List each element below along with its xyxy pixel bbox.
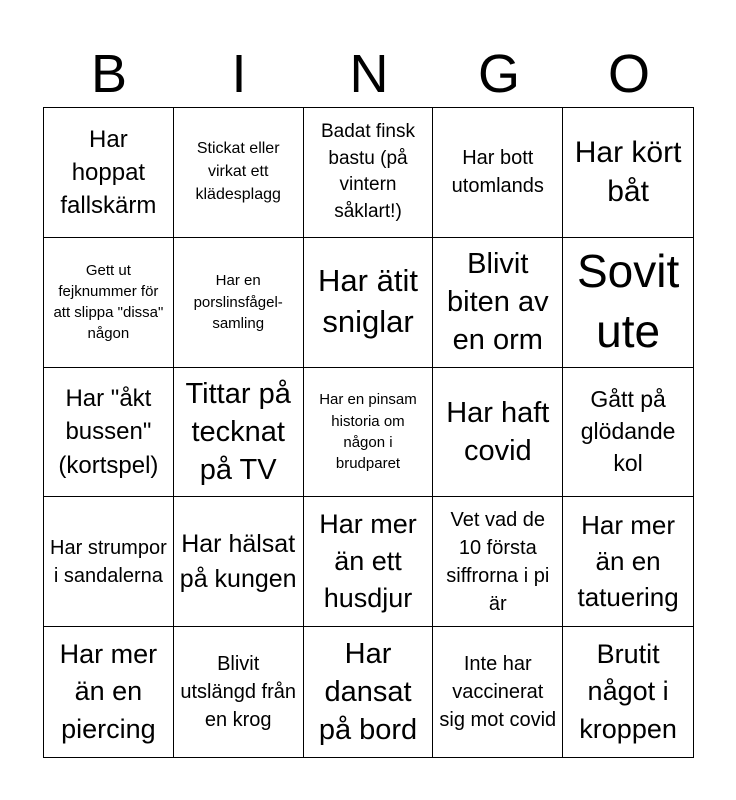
bingo-cell-text: Inte har vaccinerat sig mot covid <box>439 653 557 732</box>
bingo-cell-text: Gett ut fejknummer för att slippa "dissa" någon <box>53 261 164 343</box>
bingo-cell[interactable] <box>304 108 434 238</box>
bingo-cell-text: Har kört båt <box>574 135 682 209</box>
bingo-cell[interactable] <box>433 497 563 627</box>
bingo-cell[interactable] <box>44 368 174 498</box>
bingo-grid <box>43 107 694 758</box>
bingo-cell[interactable] <box>433 627 563 757</box>
bingo-cell-text: Har hoppat fallskärm <box>60 125 157 219</box>
bingo-cell[interactable] <box>44 627 174 757</box>
bingo-cell[interactable] <box>304 238 434 368</box>
bingo-cell-text: Har haft covid <box>446 396 550 467</box>
bingo-cell-text: Gått på glödande kol <box>580 386 676 476</box>
bingo-cell[interactable] <box>563 108 693 238</box>
bingo-cell-text: Blivit utslängd från en krog <box>180 653 297 732</box>
bingo-cell-text: Har mer än en piercing <box>59 639 158 744</box>
bingo-cell-text: Har mer än ett husdjur <box>319 508 417 614</box>
bingo-cell[interactable] <box>433 108 563 238</box>
bingo-cell[interactable] <box>44 108 174 238</box>
bingo-cell-text: Blivit biten av en orm <box>447 247 549 357</box>
header-letter-n: N <box>349 44 389 104</box>
header-letter-i: I <box>231 44 247 104</box>
bingo-cell-text: Har hälsat på kungen <box>179 530 297 593</box>
bingo-cell[interactable] <box>174 627 304 757</box>
bingo-cell[interactable] <box>174 497 304 627</box>
bingo-cell[interactable] <box>174 238 304 368</box>
header-letter-o: O <box>607 44 650 104</box>
bingo-cell-text: Sovit ute <box>576 245 680 358</box>
bingo-cell[interactable] <box>304 368 434 498</box>
bingo-cell[interactable] <box>304 497 434 627</box>
bingo-cell[interactable] <box>304 627 434 757</box>
bingo-cell[interactable] <box>563 627 693 757</box>
bingo-cell-text: Tittar på tecknat på TV <box>185 377 291 487</box>
bingo-cell[interactable] <box>433 238 563 368</box>
bingo-cell-text: Har en pinsam historia om någon i brudparet <box>319 391 417 473</box>
bingo-cell[interactable] <box>44 497 174 627</box>
bingo-cell-text: Har ätit sniglar <box>318 263 418 340</box>
bingo-cell-text: Stickat eller virkat ett klädesplagg <box>195 140 281 203</box>
bingo-cell-text: Har bott utomlands <box>451 147 544 198</box>
bingo-cell-text: Har dansat på bord <box>318 637 418 747</box>
bingo-cell-text: Vet vad de 10 första siffrorna i pi är <box>446 508 550 615</box>
bingo-cell[interactable] <box>44 238 174 368</box>
bingo-cell-text: Badat finsk bastu (på vintern såklart!) <box>320 121 415 222</box>
bingo-cell[interactable] <box>174 368 304 498</box>
bingo-cell[interactable] <box>433 368 563 498</box>
bingo-cell-text: Har "åkt bussen" (kortspel) <box>58 385 159 479</box>
bingo-cell-text: Har strumpor i sandalerna <box>50 536 167 587</box>
bingo-cell[interactable] <box>174 108 304 238</box>
bingo-cell-text: Har mer än en tatuering <box>577 509 679 612</box>
bingo-cell[interactable] <box>563 497 693 627</box>
bingo-cell[interactable] <box>563 238 693 368</box>
bingo-cell[interactable] <box>563 368 693 498</box>
bingo-cell-text: Har en porslinsfågel-samling <box>193 272 283 332</box>
bingo-cell-text: Brutit något i kroppen <box>579 639 677 744</box>
bingo-header <box>44 42 694 106</box>
header-letter-g: G <box>477 44 520 104</box>
header-letter-b: B <box>90 44 128 104</box>
